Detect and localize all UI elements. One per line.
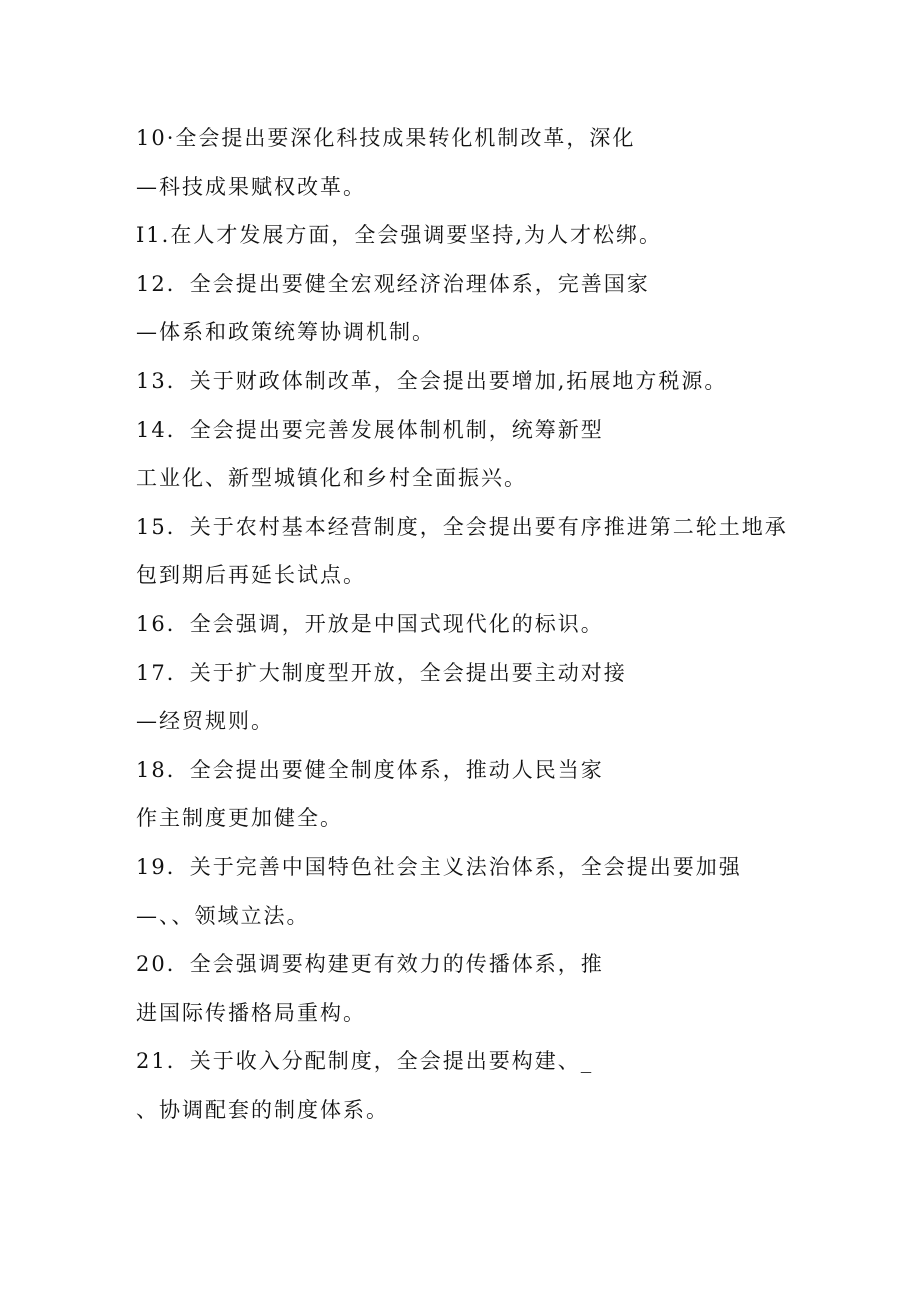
text-line: 工业化、新型城镇化和乡村全面振兴。	[136, 466, 527, 491]
text-line: 17．关于扩大制度型开放，全会提出要主动对接	[136, 660, 627, 685]
text-line: 12．全会提出要健全宏观经济治理体系，完善国家	[136, 271, 650, 296]
text-line: 包到期后再延长试点。	[136, 563, 366, 588]
text-line: —经贸规则。	[136, 709, 274, 734]
text-line: 作主制度更加健全。	[136, 806, 343, 831]
text-line: 、协调配套的制度体系。	[136, 1097, 389, 1122]
text-line: I1.在人才发展方面，全会强调要坚持,为人才松绑。	[136, 223, 663, 248]
text-line: 10·全会提出要深化科技成果转化机制改革，深化	[136, 126, 636, 150]
text-body	[136, 120, 836, 1140]
text-line: —科技成果赋权改革。	[136, 174, 366, 199]
text-line: 进国际传播格局重构。	[136, 1000, 366, 1025]
text-line: 19．关于完善中国特色社会主义法治体系，全会提出要加强	[136, 854, 742, 879]
text-line: 16．全会强调，开放是中国式现代化的标识。	[136, 611, 604, 636]
text-line: —、、领域立法。	[136, 903, 310, 928]
text-line: 15．关于农村基本经营制度，全会提出要有序推进第二轮土地承	[136, 514, 788, 539]
text-line: 20．全会强调要构建更有效力的传播体系，推	[136, 952, 604, 977]
text-line: 13．关于财政体制改革，全会提出要增加,拓展地方税源。	[136, 368, 728, 393]
text-line: 14．全会提出要完善发展体制机制，统筹新型	[136, 417, 604, 442]
text-line: —体系和政策统筹协调机制。	[136, 320, 435, 345]
text-line: 18．全会提出要健全制度体系，推动人民当家	[136, 757, 604, 782]
text-line: 21．关于收入分配制度，全会提出要构建、_	[136, 1049, 594, 1074]
